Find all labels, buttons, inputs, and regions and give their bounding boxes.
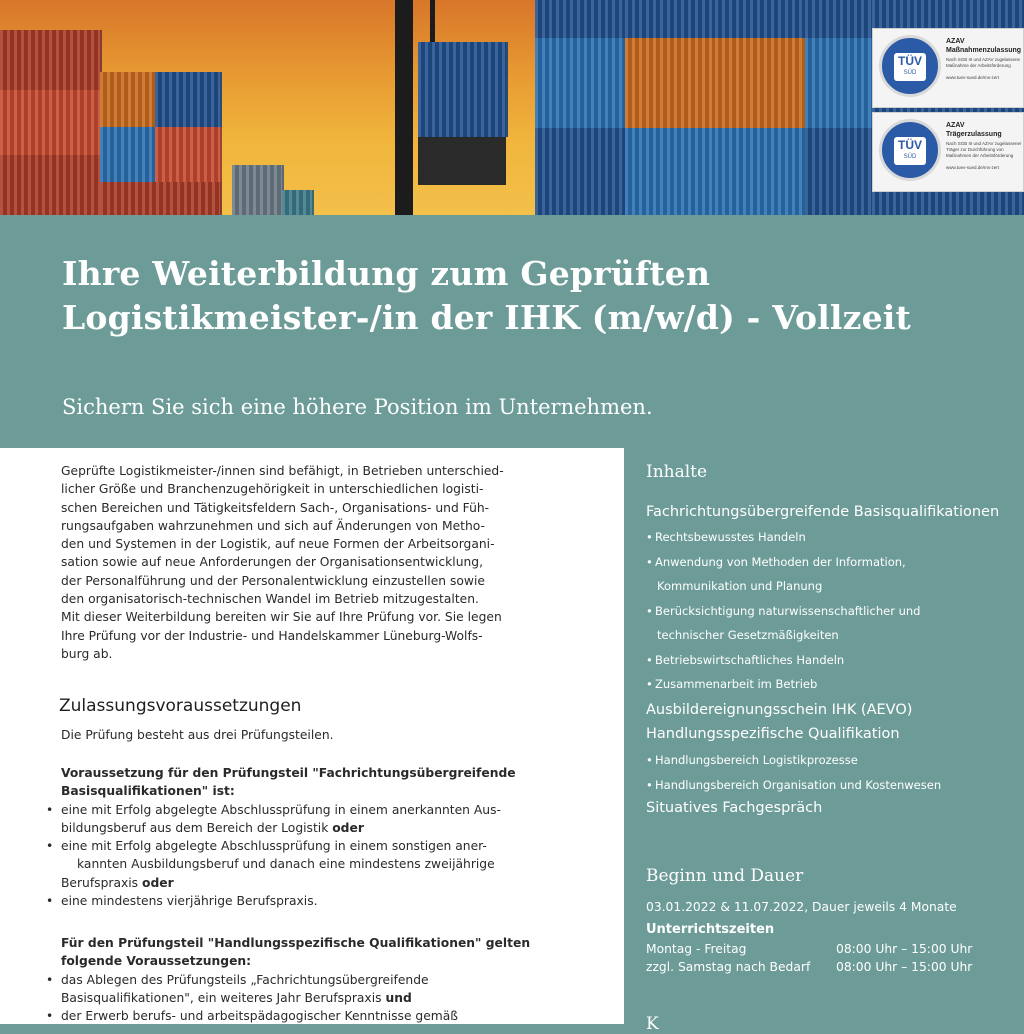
list-item: • eine mit Erfolg abgelegte Abschlussprüfung in einem anerkannten Aus- bildungsberuf aus dem Bereich der Logistik oder <box>44 801 604 838</box>
requirement-heading: Für den Prüfungsteil "Handlungsspezifische Qualifikationen" gelten <box>61 936 531 950</box>
section-fachgespraech: Situatives Fachgespräch <box>646 800 823 816</box>
inhalte-heading: Inhalte <box>646 462 708 482</box>
crane-mast <box>395 0 413 215</box>
unterricht-heading: Unterrichtszeiten <box>646 922 775 937</box>
title-line1: Ihre Weiterbildung zum Geprüften <box>62 254 711 293</box>
zulassung-intro: Die Prüfung besteht aus drei Prüfungsteilen. <box>61 728 334 742</box>
badge-small: Nach SGB III und AZAV zugelassene Maßnahme der Arbeitsförderung <box>946 57 1020 68</box>
list-item: • Berücksichtigung naturwissenschaftlicher und technischer Gesetzmäßigkeiten <box>646 599 920 648</box>
container <box>100 182 222 215</box>
list-item: • Anwendung von Methoden der Information, Kommunikation und Planung <box>646 550 920 599</box>
crane-cable <box>430 0 435 45</box>
requirement-heading: folgende Voraussetzungen: <box>61 954 252 969</box>
container <box>715 38 807 128</box>
container <box>625 38 717 128</box>
tuv-logo-icon: TÜV SÜD <box>879 35 941 97</box>
container <box>0 90 102 155</box>
intro-paragraph: Geprüfte Logistikmeister-/innen sind befähigt, in Betrieben unterschied- licher Größe und Branchenzugehörigkeit in unterschiedlichen logisti- schen Bereichen und Tätigkeitsfeldern Sach-, Organisations- und Füh- rungsaufgaben wahrzunehmen und sich auf Änderungen von Metho- den und Systemen in der Logistik, auf neue Formen der Arbeitsorgani- sation sowie auf neue Anforderungen der Organisationsentwicklung, der Personalführung und der Personalentwicklung einzustellen sowie den organisatorisch-technischen Wandel im Betrieb mitzugestalten. Mit dieser Weiterbildung bereiten wir Sie auf Ihre Prüfung vor. Sie legen Ihre Prüfung vor der Industrie- und Handelskammer Lüneburg-Wolfs- burg ab. <box>61 464 504 661</box>
container <box>715 0 807 38</box>
requirement-block-basis <box>44 764 604 910</box>
container <box>535 38 627 128</box>
container <box>0 155 102 215</box>
container <box>0 30 102 90</box>
zulassung-heading: Zulassungsvoraussetzungen <box>59 696 302 716</box>
container <box>805 38 874 128</box>
list-item: • eine mit Erfolg abgelegte Abschlussprüfung in einem sonstigen aner- kannten Ausbildungsberuf und danach eine mindestens zweijährige Berufspraxis oder <box>44 837 604 892</box>
basis-items <box>646 525 920 697</box>
description-panel <box>0 448 624 1024</box>
page-title <box>62 252 992 340</box>
container <box>625 0 717 38</box>
badge-line1: AZAV <box>946 38 965 45</box>
container <box>535 128 627 215</box>
badge-line2: Trägerzulassung <box>946 131 1002 138</box>
requirement-block-handlung <box>44 934 604 1025</box>
list-item: • Handlungsbereich Organisation und Kostenwesen <box>646 773 941 798</box>
handlung-items <box>646 748 941 797</box>
list-item: • der Erwerb berufs- und arbeitspädagogischer Kenntnisse gemäß <box>44 1007 604 1025</box>
container <box>535 0 627 38</box>
list-item: • Handlungsbereich Logistikprozesse <box>646 748 941 773</box>
list-item: • Rechtsbewusstes Handeln <box>646 525 920 550</box>
container <box>155 127 222 182</box>
badge-url: www.tuev-sued.de/ms-zert <box>946 75 1000 80</box>
hero-photo <box>0 0 1024 215</box>
section-basisqualifikationen: Fachrichtungsübergreifende Basisqualifikationen <box>646 504 1000 520</box>
container <box>100 72 157 127</box>
requirement-heading: Basisqualifikationen" ist: <box>61 784 235 799</box>
container <box>805 0 874 38</box>
badge-line2: Maßnahmenzulassung <box>946 47 1022 54</box>
container <box>282 190 314 215</box>
section-handlungsspezifisch: Handlungsspezifische Qualifikation <box>646 726 900 742</box>
tuv-logo-icon: TÜV SÜD <box>879 119 941 181</box>
hanging-container <box>418 42 508 137</box>
section-aevo: Ausbildereignungsschein IHK (AEVO) <box>646 702 913 718</box>
badge-small: Nach SGB III und AZAV zugelassener Träger zur Durchführung von Maßnahmen der Arbeitsförderung <box>946 141 1022 158</box>
list-item: • Zusammenarbeit im Betrieb <box>646 672 920 697</box>
badge-line1: AZAV <box>946 122 965 129</box>
spreader <box>418 137 506 185</box>
tuv-badge-massnahme <box>872 28 1024 108</box>
container <box>155 72 222 127</box>
badge-url: www.tuev-sued.de/ms-zert <box>946 165 1000 170</box>
list-item: • Betriebswirtschaftliches Handeln <box>646 648 920 673</box>
course-dates: 03.01.2022 & 11.07.2022, Dauer jeweils 4 Monate <box>646 900 957 914</box>
list-item: • eine mindestens vierjährige Berufspraxis. <box>44 892 604 910</box>
requirement-heading: Voraussetzung für den Prüfungsteil "Fachrichtungsübergreifende <box>61 766 516 780</box>
container <box>625 128 717 215</box>
container <box>100 127 157 182</box>
container <box>805 128 874 215</box>
subtitle: Sichern Sie sich eine höhere Position im Unternehmen. <box>62 395 653 419</box>
list-item: • das Ablegen des Prüfungsteils „Fachrichtungsübergreifende Basisqualifikationen", ein weiteres Jahr Berufspraxis und <box>44 971 604 1008</box>
tuv-badge-traeger <box>872 112 1024 192</box>
title-line2: Logistikmeister-/in der IHK (m/w/d) - Vollzeit <box>62 298 911 337</box>
container <box>232 165 284 215</box>
container <box>715 128 807 215</box>
beginn-heading: Beginn und Dauer <box>646 866 804 886</box>
next-section-heading: K <box>646 1014 659 1034</box>
